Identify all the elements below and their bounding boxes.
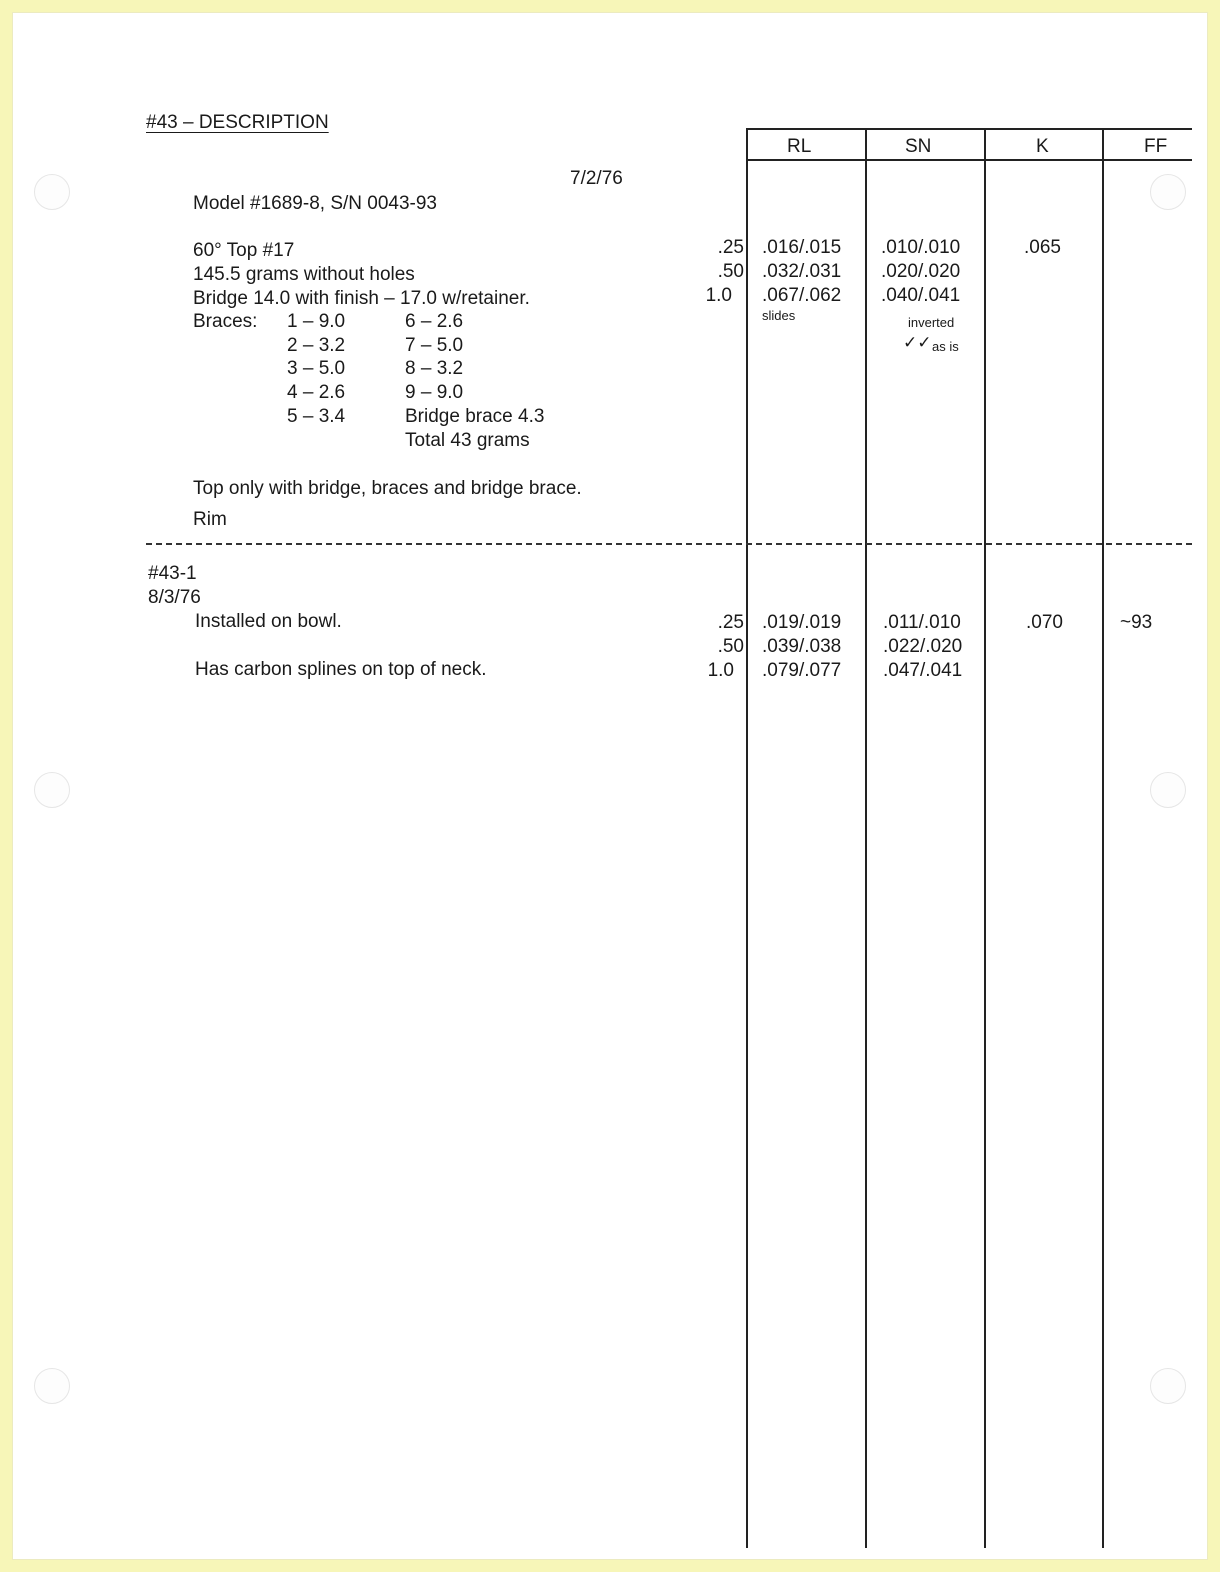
load-value: .50 xyxy=(717,636,744,657)
column-divider xyxy=(1102,128,1104,1548)
punch-hole xyxy=(34,174,70,210)
punch-hole xyxy=(34,772,70,808)
brace-value: 3 – 5.0 xyxy=(287,358,346,379)
punch-hole xyxy=(34,1368,70,1404)
rl-value: .016/.015 xyxy=(762,237,842,258)
entry2-date: 8/3/76 xyxy=(148,587,201,608)
sn-value: .047/.041 xyxy=(883,660,963,681)
column-header-ff: FF xyxy=(1144,136,1168,157)
entry-separator xyxy=(146,543,1192,545)
k-value: .065 xyxy=(1024,237,1061,258)
brace-value: 2 – 3.2 xyxy=(287,335,346,356)
entry1-line: 145.5 grams without holes xyxy=(193,264,415,285)
document-page xyxy=(12,12,1208,1560)
rl-value: .032/.031 xyxy=(762,261,842,282)
header-rule xyxy=(746,159,1192,161)
entry1-line: 60° Top #17 xyxy=(193,240,295,261)
sn-value: .020/.020 xyxy=(881,261,961,282)
sn-value: .011/.010 xyxy=(883,612,961,633)
braces-label: Braces: xyxy=(193,311,258,332)
column-divider xyxy=(746,128,748,1548)
entry2-line: Installed on bowl. xyxy=(195,611,342,632)
load-value: 1.0 xyxy=(705,285,732,306)
column-divider xyxy=(865,128,867,1548)
entry1-model: Model #1689-8, S/N 0043-93 xyxy=(193,193,437,214)
entry2-id: #43-1 xyxy=(148,563,197,584)
entry1-date: 7/2/76 xyxy=(570,168,623,189)
rl-value: .067/.062 xyxy=(762,285,842,306)
load-value: .25 xyxy=(717,237,744,258)
entry2-line: Has carbon splines on top of neck. xyxy=(195,659,487,680)
sn-value: .022/.020 xyxy=(883,636,963,657)
sn-note-as-is: as is xyxy=(932,339,959,354)
ff-value: ~93 xyxy=(1120,612,1153,633)
sn-note-inverted: inverted xyxy=(908,315,955,330)
bridge-brace: Bridge brace 4.3 xyxy=(405,406,545,427)
check-marks-icon: ✓✓ xyxy=(903,333,932,352)
brace-value: 6 – 2.6 xyxy=(405,311,464,332)
brace-value: 8 – 3.2 xyxy=(405,358,464,379)
load-value: .25 xyxy=(717,612,744,633)
rl-value: .039/.038 xyxy=(762,636,842,657)
brace-value: 9 – 9.0 xyxy=(405,382,464,403)
page-title: #43 – DESCRIPTION xyxy=(146,112,329,133)
rl-value: .019/.019 xyxy=(762,612,842,633)
entry1-line: Bridge 14.0 with finish – 17.0 w/retainer. xyxy=(193,288,530,309)
column-header-rl: RL xyxy=(787,136,812,157)
rl-note: slides xyxy=(762,308,796,323)
table-top-rule xyxy=(746,128,1192,130)
brace-value: 4 – 2.6 xyxy=(287,382,346,403)
column-divider xyxy=(984,128,986,1548)
k-value: .070 xyxy=(1026,612,1063,633)
punch-hole xyxy=(1150,174,1186,210)
load-value: 1.0 xyxy=(707,660,734,681)
punch-hole xyxy=(1150,772,1186,808)
column-header-sn: SN xyxy=(905,136,932,157)
brace-value: 5 – 3.4 xyxy=(287,406,346,427)
total-grams: Total 43 grams xyxy=(405,430,530,451)
column-header-k: K xyxy=(1036,136,1049,157)
sn-value: .040/.041 xyxy=(881,285,961,306)
entry1-rim: Rim xyxy=(193,509,227,530)
sn-value: .010/.010 xyxy=(881,237,961,258)
rl-value: .079/.077 xyxy=(762,660,842,681)
entry1-note: Top only with bridge, braces and bridge brace. xyxy=(193,478,582,499)
load-value: .50 xyxy=(717,261,744,282)
brace-value: 1 – 9.0 xyxy=(287,311,346,332)
brace-value: 7 – 5.0 xyxy=(405,335,464,356)
punch-hole xyxy=(1150,1368,1186,1404)
